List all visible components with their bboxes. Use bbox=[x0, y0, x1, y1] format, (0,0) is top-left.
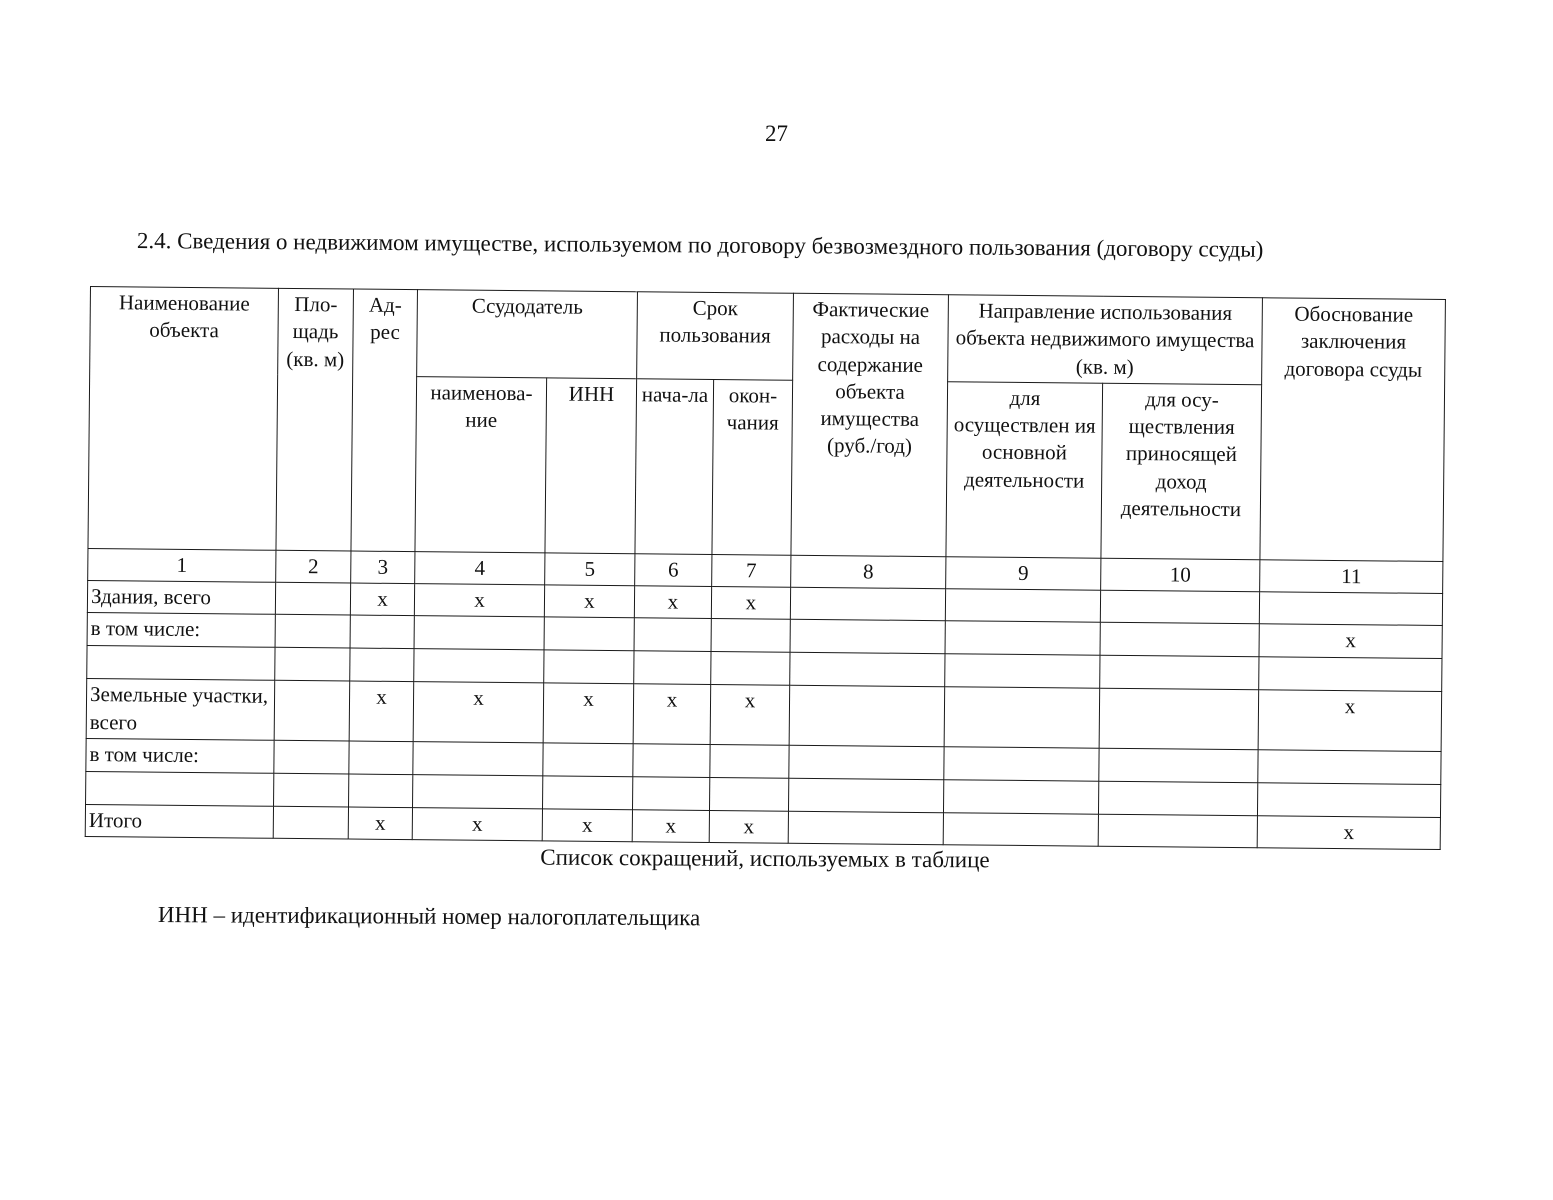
table-cell bbox=[711, 652, 790, 686]
header-term: Срок пользования bbox=[637, 292, 794, 380]
table-cell bbox=[1100, 656, 1259, 691]
abbreviations-title: Список сокращений, используемых в таблице bbox=[540, 844, 990, 873]
column-number: 7 bbox=[712, 554, 791, 587]
column-number: 3 bbox=[351, 551, 415, 584]
table-cell bbox=[945, 621, 1100, 655]
header-direction-main: для осуществлен ия основной деятельности bbox=[946, 382, 1103, 558]
table-cell bbox=[414, 616, 544, 650]
table-cell bbox=[1259, 657, 1442, 692]
column-number: 6 bbox=[635, 554, 712, 587]
table-cell: x bbox=[350, 583, 414, 616]
table-cell bbox=[1257, 783, 1440, 818]
table-cell bbox=[350, 615, 414, 649]
table-cell: x bbox=[543, 683, 634, 743]
table-cell bbox=[1100, 623, 1259, 658]
table-cell bbox=[1098, 781, 1257, 816]
table-cell bbox=[1099, 748, 1258, 783]
table-cell bbox=[632, 777, 709, 811]
table-cell bbox=[944, 747, 1099, 781]
table-cell bbox=[945, 654, 1100, 688]
row-label bbox=[87, 646, 275, 681]
table-cell bbox=[790, 587, 945, 621]
table-cell: x bbox=[1258, 690, 1442, 751]
column-number: 11 bbox=[1260, 560, 1443, 594]
column-number: 8 bbox=[791, 555, 946, 589]
header-expenses: Фактические расходы на содержание объекта имущества (руб./год) bbox=[791, 293, 949, 556]
table-cell bbox=[788, 778, 943, 812]
table-cell bbox=[275, 615, 350, 649]
table-cell bbox=[275, 582, 350, 615]
header-direction-income: для осу-ществления приносящей доход деятельности bbox=[1101, 383, 1262, 560]
abbreviation-item: ИНН – идентификационный номер налогоплательщика bbox=[157, 902, 701, 931]
table-cell bbox=[275, 648, 350, 682]
table-cell bbox=[709, 778, 788, 812]
header-term-start: нача-ла bbox=[635, 379, 714, 555]
table-cell bbox=[788, 811, 943, 845]
header-basis: Обоснование заключения договора ссуды bbox=[1260, 298, 1446, 562]
table-cell bbox=[350, 648, 414, 682]
table-cell: x bbox=[413, 682, 544, 743]
header-address: Ад-рес bbox=[351, 289, 418, 551]
column-number: 2 bbox=[276, 550, 351, 583]
header-lender-inn: ИНН bbox=[545, 378, 637, 554]
header-row-1 bbox=[90, 287, 1446, 387]
table-cell bbox=[1100, 590, 1259, 624]
table-cell bbox=[274, 773, 349, 807]
table-cell bbox=[790, 620, 945, 654]
table-cell bbox=[711, 619, 790, 653]
table-cell bbox=[634, 618, 711, 652]
table-cell bbox=[413, 775, 543, 809]
table-cell bbox=[544, 617, 634, 651]
table-cell bbox=[633, 744, 710, 778]
table-cell: x bbox=[634, 586, 711, 619]
table-cell bbox=[1259, 592, 1442, 626]
table-cell bbox=[274, 740, 349, 774]
table-cell: x bbox=[349, 681, 414, 741]
table-cell: x bbox=[412, 808, 542, 842]
table-cell bbox=[414, 649, 544, 683]
column-number: 10 bbox=[1101, 558, 1260, 592]
header-area: Пло-щадь (кв. м) bbox=[276, 288, 354, 551]
table-cell bbox=[1098, 814, 1257, 848]
table-cell: x bbox=[633, 684, 711, 744]
table-cell: x bbox=[348, 807, 412, 840]
property-table bbox=[85, 286, 1446, 850]
row-label: Земельные участки, всего bbox=[86, 679, 275, 740]
table-cell: x bbox=[544, 585, 634, 618]
table-cell bbox=[943, 780, 1098, 814]
table-cell: x bbox=[1259, 624, 1442, 659]
table-cell bbox=[634, 651, 711, 685]
table-cell bbox=[349, 774, 413, 808]
table-cell bbox=[943, 813, 1098, 847]
table-cell bbox=[1258, 750, 1441, 785]
row-label: Здания, всего bbox=[87, 581, 275, 615]
table-cell: x bbox=[632, 810, 709, 843]
header-lender: Ссудодатель bbox=[417, 290, 638, 379]
table-cell: x bbox=[710, 685, 790, 745]
row-label: в том числе: bbox=[87, 613, 275, 648]
table-cell bbox=[544, 650, 634, 684]
table-cell: x bbox=[711, 587, 790, 620]
property-table-wrap bbox=[85, 286, 1446, 850]
row-label bbox=[86, 772, 274, 807]
table-cell: x bbox=[542, 809, 632, 842]
table-cell bbox=[790, 653, 945, 687]
header-direction: Направление использования объекта недвижимого имущества (кв. м) bbox=[948, 295, 1263, 385]
table-cell bbox=[945, 589, 1100, 623]
header-name: Наименование объекта bbox=[88, 287, 279, 551]
table-cell bbox=[349, 741, 413, 775]
page-number: 27 bbox=[765, 121, 788, 146]
table-cell bbox=[789, 686, 945, 747]
table-cell bbox=[413, 742, 543, 776]
table-cell bbox=[273, 806, 348, 839]
column-number: 5 bbox=[545, 553, 635, 586]
column-number: 1 bbox=[88, 548, 276, 582]
table-cell bbox=[543, 743, 633, 777]
row-label: Итого bbox=[85, 805, 273, 839]
table-cell: x bbox=[414, 584, 544, 618]
header-lender-name: наименова-ние bbox=[415, 377, 547, 553]
table-cell bbox=[274, 681, 350, 741]
table-cell bbox=[710, 745, 789, 779]
table-cell bbox=[944, 687, 1100, 748]
table-cell bbox=[789, 745, 944, 779]
section-heading: 2.4. Сведения о недвижимом имуществе, используемом по договору безвозмездного пользования (договору ссуды) bbox=[136, 228, 1264, 262]
table-cell bbox=[1099, 689, 1259, 750]
table-cell: x bbox=[709, 811, 788, 844]
header-term-end: окон-чания bbox=[712, 379, 793, 555]
row-label: в том числе: bbox=[86, 739, 274, 774]
table-cell bbox=[543, 776, 633, 810]
column-number: 4 bbox=[415, 552, 545, 586]
table-cell: x bbox=[1257, 816, 1440, 850]
column-number: 9 bbox=[946, 557, 1101, 591]
